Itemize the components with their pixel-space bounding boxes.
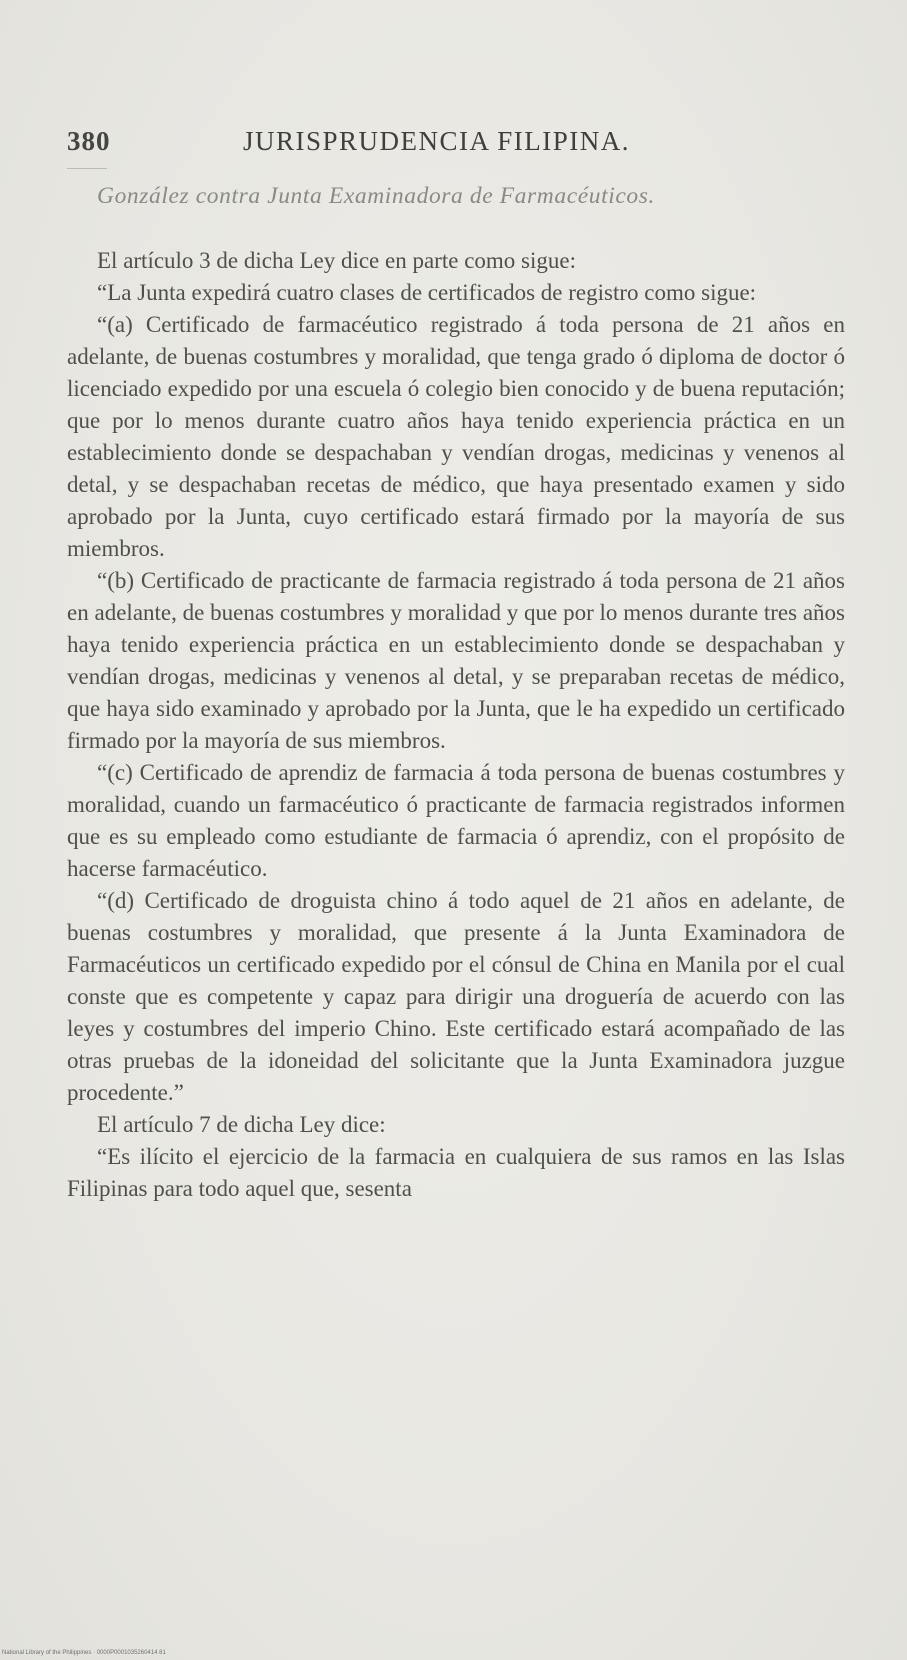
paragraph: El artículo 7 de dicha Ley dice: — [97, 1112, 386, 1137]
header-rule — [67, 168, 107, 169]
paragraph: “Es ilícito el ejercicio de la farmacia en cualquiera de sus ramos en las Islas Filipinas para todo aquel que, sesenta — [67, 1144, 845, 1201]
library-footer-note: National Library of the Philippines · 0000P0001035260414 81 — [2, 1650, 166, 1656]
running-title: JURISPRUDENCIA FILIPINA. — [243, 126, 631, 156]
paragraph: El artículo 3 de dicha Ley dice en parte como sigue: — [97, 248, 576, 273]
case-title: González contra Junta Examinadora de Farmacéuticos. — [97, 183, 655, 209]
paragraph: “(b) Certificado de practicante de farmacia registrado á toda persona de 21 años en adelante, de buenas costumbres y moralidad y que por lo menos durante tres años haya tenido experiencia práctica en un establecimiento donde se despachaban y vendían drogas, medicinas y venenos al detal, y se preparaban recetas de médico, que haya sido examinado y aprobado por la Junta, que le ha expedido un certificado firmado por la mayoría de sus miembros. — [67, 568, 845, 753]
body-text — [67, 245, 845, 1205]
page-header — [67, 126, 847, 162]
paragraph: “La Junta expedirá cuatro clases de certificados de registro como sigue: — [97, 280, 757, 305]
paragraph: “(a) Certificado de farmacéutico registrado á toda persona de 21 años en adelante, de buenas costumbres y moralidad, que tenga grado ó diploma de doctor ó licenciado expedido por una escuela ó colegio bien conocido y de buena reputación; que por lo menos durante cuatro años haya tenido experiencia práctica en un establecimiento donde se despachaban y vendían drogas, medicinas y venenos al detal, y se despachaban recetas de médico, que haya presentado examen y sido aprobado por la Junta, cuyo certificado estará firmado por la mayoría de sus miembros. — [67, 312, 845, 561]
page-number: 380 — [67, 126, 111, 156]
paragraph: “(d) Certificado de droguista chino á todo aquel de 21 años en adelante, de buenas costumbres y moralidad, que presente á la Junta Examinadora de Farmacéuticos un certificado expedido por el cónsul de China en Manila por el cual conste que es competente y capaz para dirigir una droguería de acuerdo con las leyes y costumbres del imperio Chino. Este certificado estará acompañado de las otras pruebas de la idoneidad del solicitante que la Junta Examinadora juzgue procedente.” — [67, 888, 845, 1105]
paragraph: “(c) Certificado de aprendiz de farmacia á toda persona de buenas costumbres y moralidad, cuando un farmacéutico ó practicante de farmacia registrados informen que es su empleado como estudiante de farmacia ó aprendiz, con el propósito de hacerse farmacéutico. — [67, 760, 845, 881]
